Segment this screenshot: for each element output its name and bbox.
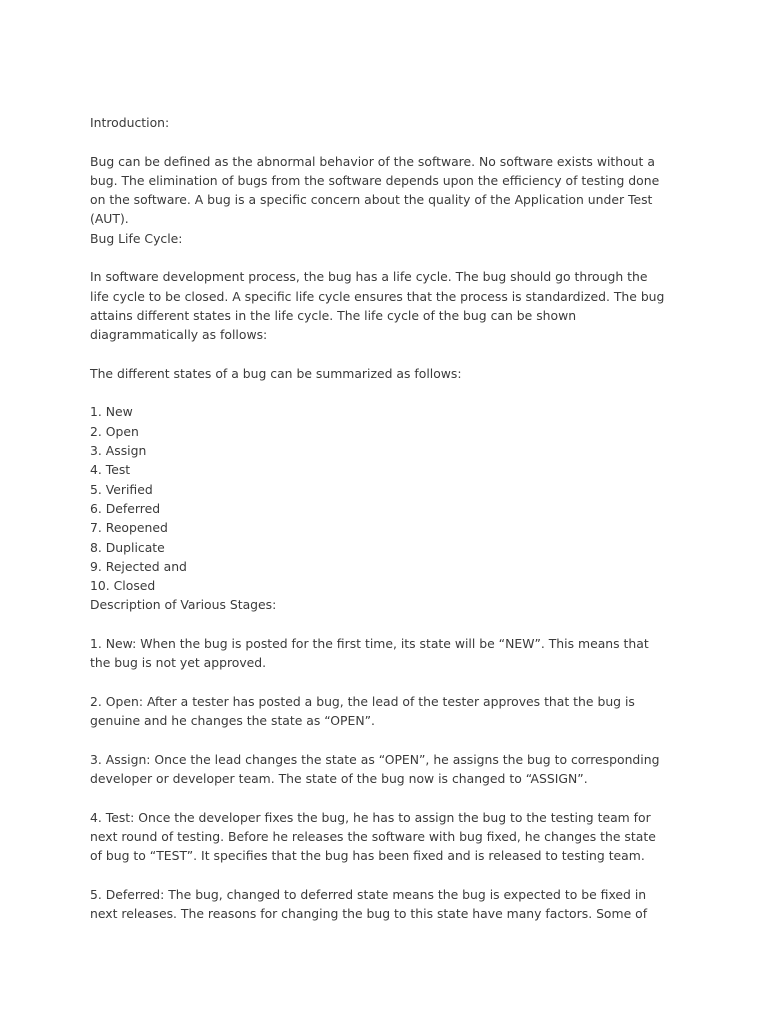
stage-open-paragraph: [90, 692, 690, 731]
spacer: [90, 345, 690, 364]
spacer: [90, 383, 690, 402]
list-item: 5. Verified: [90, 481, 153, 497]
lifecycle-paragraph: [90, 267, 690, 344]
stage-line: 3. Assign: Once the lead changes the state as “OPEN”, he assigns the bug to corresponding: [90, 751, 660, 767]
stage-assign-paragraph: [90, 750, 690, 789]
spacer: [90, 615, 690, 634]
stage-line: the bug is not yet approved.: [90, 655, 267, 671]
lifecycle-line: diagrammatically as follows:: [90, 327, 268, 343]
intro-line: Bug can be defined as the abnormal behavior of the software. No software exists without a: [90, 153, 655, 169]
lifecycle-heading: Bug Life Cycle:: [90, 230, 183, 246]
stage-deferred-paragraph: [90, 885, 690, 924]
stage-new-paragraph: [90, 634, 690, 673]
list-item: 1. New: [90, 404, 133, 420]
stage-line: 5. Deferred: The bug, changed to deferred state means the bug is expected to be fixed in: [90, 886, 647, 902]
list-item: 2. Open: [90, 423, 139, 439]
intro-line: bug. The elimination of bugs from the software depends upon the efficiency of testing done: [90, 172, 660, 188]
list-item: 6. Deferred: [90, 500, 161, 516]
list-item: 4. Test: [90, 462, 131, 478]
stages-heading: Description of Various Stages:: [90, 597, 277, 613]
states-intro: The different states of a bug can be summarized as follows:: [90, 365, 462, 381]
spacer: [90, 673, 690, 692]
stage-line: 2. Open: After a tester has posted a bug, the lead of the tester approves that the bug is: [90, 693, 635, 709]
intro-line: (AUT).: [90, 211, 129, 227]
stage-line: 1. New: When the bug is posted for the first time, its state will be “NEW”. This means that: [90, 636, 649, 652]
intro-heading: Introduction:: [90, 115, 170, 130]
stage-line: of bug to “TEST”. It specifies that the bug has been fixed and is released to testing team.: [90, 848, 645, 864]
stage-test-paragraph: [90, 808, 690, 866]
spacer: [90, 788, 690, 807]
stage-line: next releases. The reasons for changing the bug to this state have many factors. Some of: [90, 906, 648, 922]
spacer: [90, 132, 690, 151]
lifecycle-line: In software development process, the bug has a life cycle. The bug should go through the: [90, 269, 648, 285]
stage-line: genuine and he changes the state as “OPEN”.: [90, 713, 375, 729]
intro-line: on the software. A bug is a specific concern about the quality of the Application under Test: [90, 192, 653, 208]
document-page: [90, 113, 690, 923]
intro-paragraph: [90, 152, 690, 229]
spacer: [90, 248, 690, 267]
lifecycle-line: attains different states in the life cycle. The life cycle of the bug can be shown: [90, 307, 577, 323]
spacer: [90, 866, 690, 885]
spacer: [90, 731, 690, 750]
list-item: 7. Reopened: [90, 520, 168, 536]
stage-line: 4. Test: Once the developer fixes the bug, he has to assign the bug to the testing team for: [90, 809, 651, 825]
states-list: [90, 402, 690, 595]
list-item: 8. Duplicate: [90, 539, 165, 555]
stage-line: developer or developer team. The state of the bug now is changed to “ASSIGN”.: [90, 771, 588, 787]
stage-line: next round of testing. Before he releases the software with bug fixed, he changes the state: [90, 828, 656, 844]
list-item: 9. Rejected and: [90, 558, 187, 574]
list-item: 3. Assign: [90, 443, 147, 459]
list-item: 10. Closed: [90, 578, 156, 594]
lifecycle-line: life cycle to be closed. A specific life cycle ensures that the process is standardized. The bug: [90, 288, 665, 304]
